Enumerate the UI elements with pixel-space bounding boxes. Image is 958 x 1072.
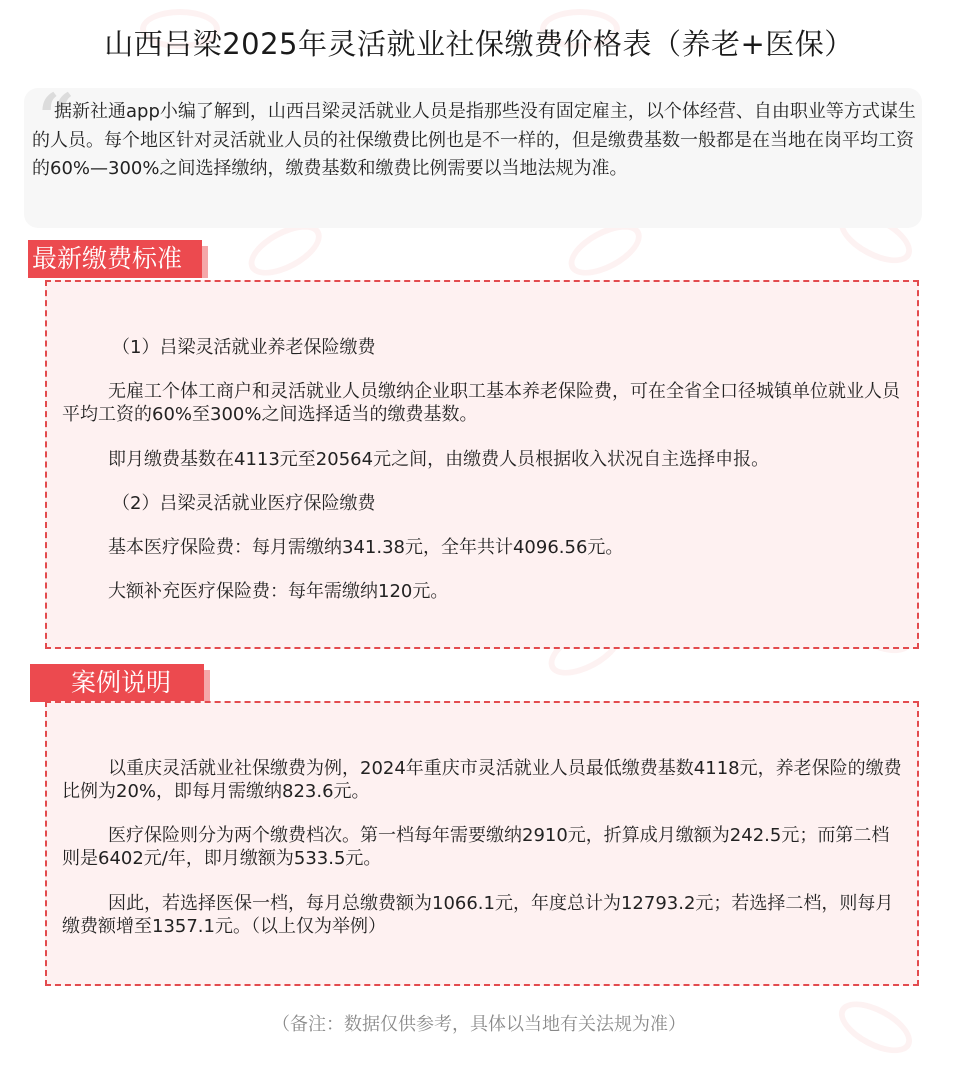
- case-paragraph-3: 因此，若选择医保一档，每月总缴费额为1066.1元，年度总计为12793.2元；若选择二档，则每月缴费额增至1357.1元。（以上仅为举例）: [62, 893, 894, 937]
- intro-box: [24, 80, 922, 228]
- pension-paragraph-1: 无雇工个体工商户和灵活就业人员缴纳企业职工基本养老保险费，可在全省全口径城镇单位就业人员平均工资的60%至300%之间选择适当的缴费基数。: [62, 381, 900, 425]
- pension-heading: （1）吕梁灵活就业养老保险缴费: [112, 337, 376, 358]
- medical-paragraph-2: 大额补充医疗保险费：每年需缴纳120元。: [108, 581, 449, 602]
- footnote: （备注：数据仅供参考，具体以当地有关法规为准）: [272, 1014, 686, 1035]
- pension-paragraph-2: 即月缴费基数在4113元至20564元之间，由缴费人员根据收入状况自主选择申报。: [108, 449, 770, 470]
- case-panel: [45, 701, 919, 986]
- medical-heading: （2）吕梁灵活就业医疗保险缴费: [112, 493, 376, 514]
- medical-paragraph-1: 基本医疗保险费：每月需缴纳341.38元，全年共计4096.56元。: [108, 537, 624, 558]
- intro-text: 据新社通app小编了解到，山西吕梁灵活就业人员是指那些没有固定雇主，以个体经营、自由职业等方式谋生的人员。每个地区针对灵活就业人员的社保缴费比例也是不一样的，但是缴费基数一般都是在当地在岗平均工资的60%—300%之间选择缴纳，缴费基数和缴费比例需要以当地法规为准。: [32, 101, 916, 179]
- section-label-standards: 最新缴费标准: [28, 240, 202, 278]
- section-label-case: 案例说明: [30, 664, 204, 702]
- case-paragraph-2: 医疗保险则分为两个缴费档次。第一档每年需要缴纳2910元，折算成月缴额为242.5元；而第二档则是6402元/年，即月缴额为533.5元。: [62, 825, 890, 869]
- quote-icon: “: [38, 80, 75, 155]
- standards-panel: [45, 280, 919, 649]
- page-title: 山西吕梁2025年灵活就业社保缴费价格表（养老+医保）: [104, 27, 854, 61]
- case-paragraph-1: 以重庆灵活就业社保缴费为例，2024年重庆市灵活就业人员最低缴费基数4118元，养老保险的缴费比例为20%，即每月需缴纳823.6元。: [62, 758, 902, 802]
